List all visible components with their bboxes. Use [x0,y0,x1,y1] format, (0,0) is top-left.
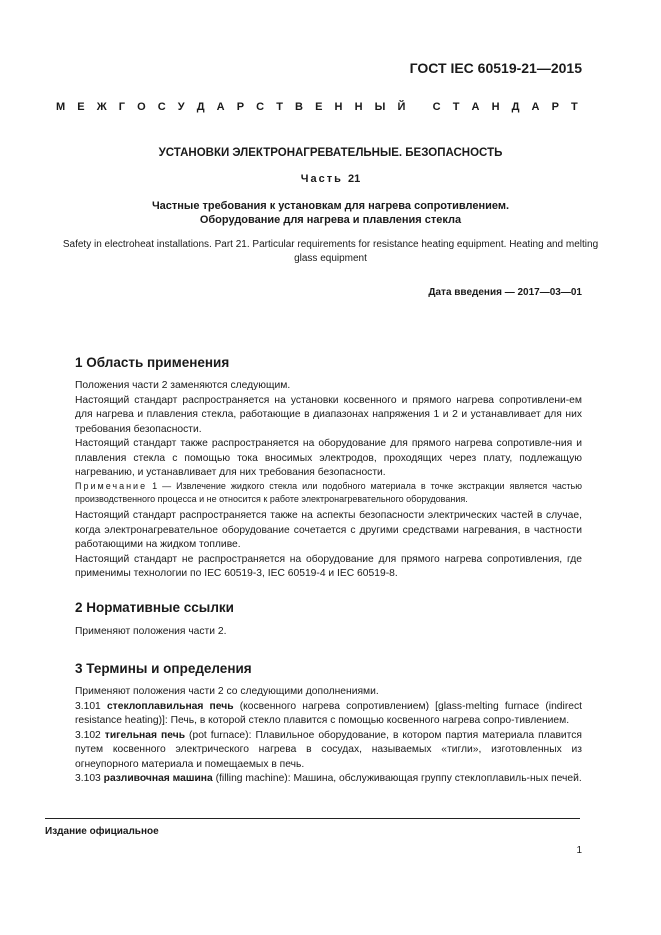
interstate-letter: О [137,101,146,113]
interstate-letter [417,101,420,113]
interstate-letter: Д [196,101,205,113]
term-3-101-number: 3.101 [75,700,101,712]
term-3-103-term: разливочная машина [103,773,213,784]
term-3-102-number: 3.102 [75,729,101,741]
interstate-letter: Р [551,101,559,113]
interstate-letter: Т [276,101,283,113]
interstate-letter: Н [354,101,363,113]
english-title [44,238,617,266]
interstate-letter: Т [452,101,460,113]
interstate-letter: Н [334,101,343,113]
interstate-letter: Т [571,101,578,113]
subtitle-line-1: Частные требования к установкам для нагрева сопротивлением. [151,200,510,212]
page-number: 1 [576,845,582,856]
english-title-line-2: glass equipment [294,253,367,264]
term-3-103 [75,772,582,787]
interstate-letter: А [216,101,225,113]
interstate-letter: Е [77,101,85,113]
document-title: УСТАНОВКИ ЭЛЕКТРОНАГРЕВАТЕЛЬНЫЕ. БЕЗОПАСНОСТЬ [158,147,503,159]
section-1-para-1: Положения части 2 заменяются следующим. [75,380,291,391]
interstate-letter: Ж [96,101,107,113]
effective-date: Дата введения — 2017—03—01 [428,287,582,298]
interstate-letter: С [256,101,265,113]
term-3-102-term: тигельная печь [104,729,186,741]
term-3-103-text: (filling machine): Машина, обслуживающая группу стеклоплавиль-ных печей. [215,773,582,784]
section-1-para-2: Настоящий стандарт распространяется на установки косвенного и прямого нагрева сопротивлени-ем для нагрева и плавления стекла, работающие в диапазонах напряжения 1 и 2 и устанавливает для них требования безопасности. [75,394,582,435]
section-1-note [75,480,582,506]
document-subtitle [40,199,621,227]
term-3-101-text: (косвенного нагрева сопротивлением) [glass-melting furnace (indirect resistance heating)]: Печь, в которой стекло плавится с помощью косвенного нагрева сопро-тивлением. [75,700,582,726]
note-text: 1 — Извлечение жидкого стекла или подобного материала в точке экстракции является частью производственного процесса и не относится к работе электронагревательного оборудования. [75,481,582,504]
interstate-letter: Д [511,101,520,113]
section-3-body [75,685,582,787]
term-3-102-text: (pot furnace): Плавильное оборудование, в котором партия материала плавится путем косвенного электрического нагрева в сосудах, называемых «тигли», изготовленных из огнеупорного материала и помещаемых в печь. [75,729,582,770]
section-1-para-4: Настоящий стандарт распространяется также на аспекты безопасности электрических частей в случае, когда электронагревательное оборудование сочетается с другими средствами нагревания, в частности работающими на жидком топливе. [75,510,582,550]
subtitle-line-2: Оборудование для нагрева и плавления стекла [199,214,462,226]
interstate-standard-heading [56,101,578,113]
interstate-letter: М [56,101,66,113]
section-2-heading: 2 Нормативные ссылки [75,600,234,615]
interstate-letter: А [531,101,540,113]
interstate-letter: С [432,101,441,113]
standard-id: ГОСТ IEC 60519-21—2015 [409,60,582,76]
term-3-102 [75,729,582,773]
interstate-letter: Ы [374,101,386,113]
term-3-103-number: 3.103 [75,773,101,784]
section-1-para-3: Настоящий стандарт также распространяется на оборудование для прямого нагрева сопротивле-ния и плавления стекла с помощью тока вносимых электродов, проходящих через плату, подлежащую нагреванию, и устанавливает для них требования безопасности. [75,438,582,478]
term-3-101-term: стеклоплавильная печь [106,700,234,712]
interstate-letter: У [177,101,185,113]
interstate-letter: Г [118,101,125,113]
section-3-heading: 3 Термины и определения [75,661,252,676]
interstate-letter: Е [315,101,323,113]
interstate-letter: Н [491,101,500,113]
part-label [40,173,621,185]
part-word: Часть [300,173,343,185]
interstate-letter: В [295,101,303,113]
section-2-para-1: Применяют положения части 2. [75,626,227,637]
official-edition-label: Издание официальное [45,826,159,837]
interstate-letter: А [471,101,480,113]
interstate-letter: Р [236,101,245,113]
section-1-body [75,379,582,481]
section-1-body-2 [75,509,582,582]
interstate-letter: С [157,101,166,113]
interstate-letter: Й [397,101,406,113]
term-3-101 [75,700,582,729]
part-number: 21 [347,173,361,185]
section-1-para-5: Настоящий стандарт не распространяется на оборудование для прямого нагрева сопротивления, где применимы технологии по IEC 60519-3, IEC 60519-4 и IEC 60519-8. [75,553,582,579]
note-label: Примечание [75,481,148,491]
english-title-line-1: Safety in electroheat installations. Part 21. Particular requirements for resistance heating equipment. Heating and melting [62,239,599,250]
section-3-para-1: Применяют положения части 2 со следующими дополнениями. [75,686,379,697]
section-1-heading: 1 Область применения [75,355,230,370]
footer-divider [45,818,580,819]
